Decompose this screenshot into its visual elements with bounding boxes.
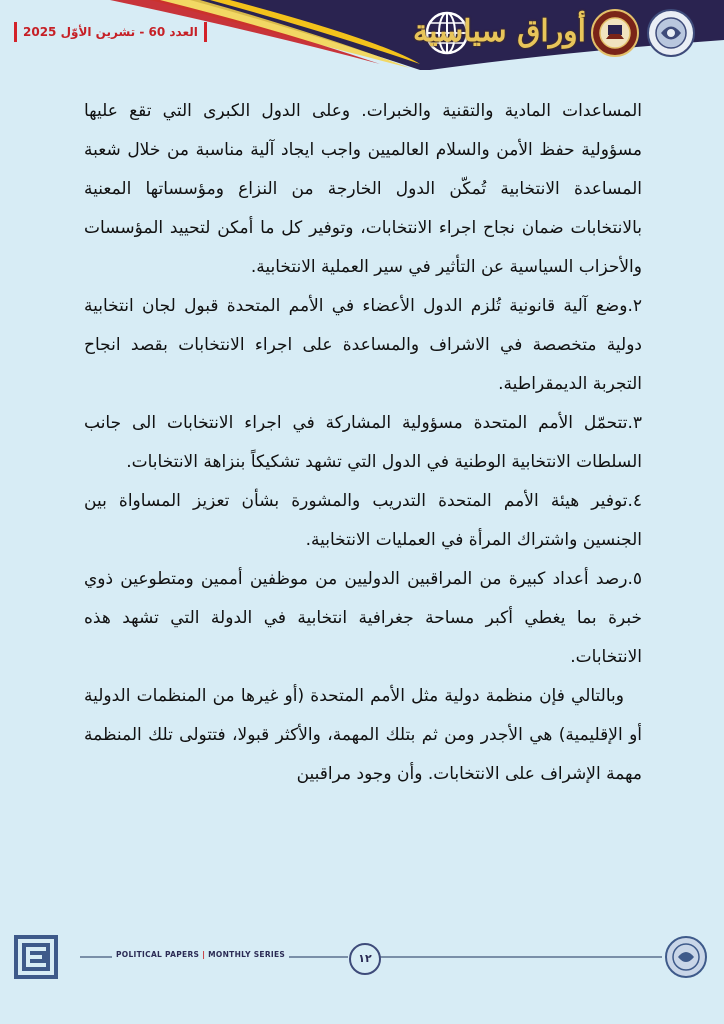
article-body — [84, 92, 642, 794]
page-footer — [0, 925, 724, 997]
footer-seal-icon — [664, 935, 708, 979]
series-label — [112, 950, 289, 959]
list-item-3: ٣.تتحمّل الأمم المتحدة مسؤولية المشاركة في اجراء الانتخابات الى جانب السلطات الانتخابية الوطنية في الدول التي تشهد تشكيكاً بنزاهة الانتخابات. — [84, 413, 642, 472]
list-item-5: ٥.رصد أعداد كبيرة من المراقبين الدوليين من موظفين أممين ومتطوعين ذوي خبرة بما يغطي أكبر مساحة جغرافية انتخابية في الدولة التي تشهد هذه الانتخابات. — [84, 569, 642, 667]
series-name: POLITICAL PAPERS — [116, 950, 200, 959]
brand-title: أوراق سياسية — [413, 14, 586, 49]
series-type: MONTHLY SERIES — [208, 950, 286, 959]
paragraph-1: المساعدات المادية والتقنية والخبرات. وعلى الدول الكبرى التي تقع عليها مسؤولية حفظ الأمن والسلام العالميين واجب ايجاد آلية مناسبة من خلال شعبة المساعدة الانتخابية تُمكّن الدول الخارجة من النزاع ومؤسساتها المعنية بالانتخابات ضمان نجاح اجراء الانتخابات، وتوفير كل ما أمكن لتحييد المؤسسات والأحزاب السياسية عن التأثير في سير العملية الانتخابية. — [84, 101, 642, 277]
issue-label: العدد 60 - تشرين الأوّل 2025 — [14, 22, 207, 42]
center-seal-icon — [646, 8, 696, 58]
paragraph-conclusion: وبالتالي فإن منظمة دولية مثل الأمم المتحدة (أو غيرها من المنظمات الدولية أو الإقليمية) هي الأجدر ومن ثم بتلك المهمة، والأكثر قبولا، فتتولى تلك المنظمة مهمة الإشراف على الانتخابات. وأن وجود مراقبين — [84, 686, 642, 784]
series-separator: | — [202, 950, 206, 959]
page-header — [0, 0, 724, 70]
page-number: ١٢ — [349, 943, 381, 975]
kufic-logo-icon — [14, 935, 58, 979]
list-item-2: ٢.وضع آلية قانونية تُلزم الدول الأعضاء في الأمم المتحدة قبول لجان انتخابية دولية متخصصة في الاشراف والمساعدة على اجراء الانتخابات بقصد انجاح التجربة الديمقراطية. — [84, 296, 642, 394]
university-seal-icon — [590, 8, 640, 58]
footer-rule-right — [378, 956, 662, 958]
list-item-4: ٤.توفير هيئة الأمم المتحدة التدريب والمشورة بشأن تعزيز المساواة بين الجنسين واشتراك المرأة في العمليات الانتخابية. — [84, 491, 642, 550]
